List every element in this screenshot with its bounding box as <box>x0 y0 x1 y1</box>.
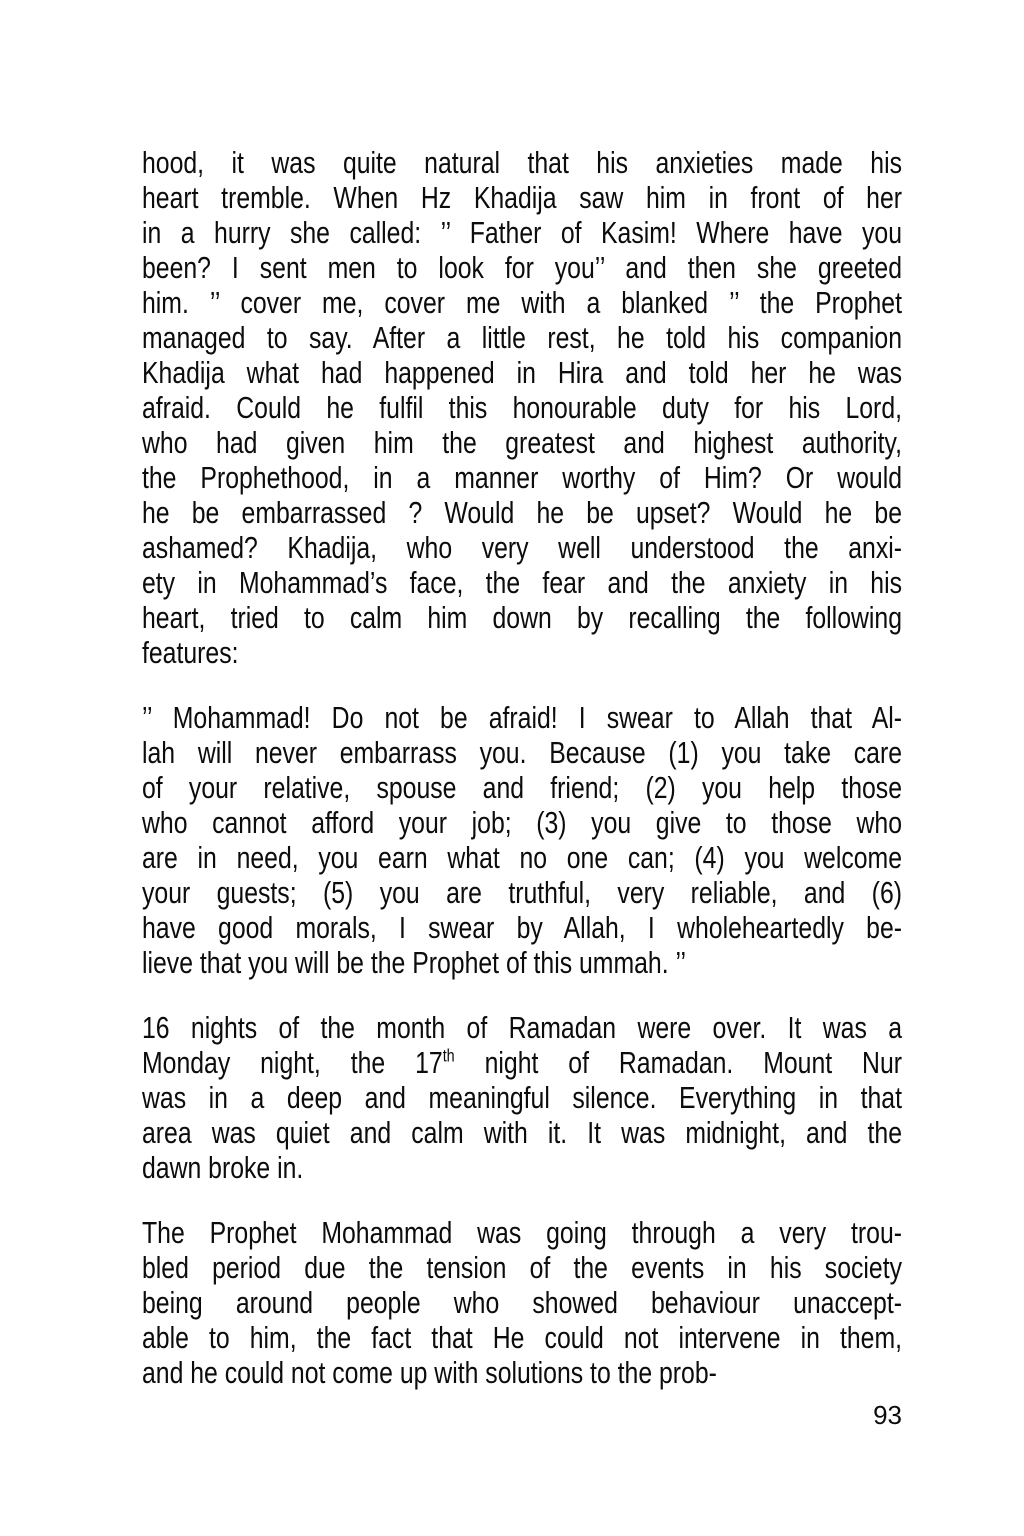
text-line: your guests; (5) you are truthful, very reliable, and (6) <box>142 875 902 910</box>
text-line: features: <box>142 635 239 670</box>
text-line: lieve that you will be the Prophet of this ummah. ’’ <box>142 945 687 980</box>
text-line: ’’ Mohammad! Do not be afraid! I swear to Allah that Al- <box>142 700 902 735</box>
text-line: who cannot afford your job; (3) you give to those who <box>142 805 902 840</box>
text-line: heart, tried to calm him down by recalling the following <box>142 600 902 635</box>
text-line: Khadija what had happened in Hira and told her he was <box>142 355 902 390</box>
paragraph <box>142 1215 902 1390</box>
text-line: have good morals, I swear by Allah, I wholeheartedly be- <box>142 910 902 945</box>
text-line: are in need, you earn what no one can; (4) you welcome <box>142 840 902 875</box>
text-line: area was quiet and calm with it. It was midnight, and the <box>142 1115 902 1150</box>
paragraph <box>142 1010 902 1185</box>
text-segment: Monday night, the 17 <box>142 1045 443 1080</box>
text-line: heart tremble. When Hz Khadija saw him in front of her <box>142 180 902 215</box>
text-line: was in a deep and meaningful silence. Everything in that <box>142 1080 902 1115</box>
text-line: the Prophethood, in a manner worthy of Him? Or would <box>142 460 902 495</box>
text-line: The Prophet Mohammad was going through a very trou- <box>142 1215 902 1250</box>
text-block <box>142 145 902 1420</box>
page-number: 93 <box>873 1400 902 1430</box>
text-line: afraid. Could he fulfil this honourable duty for his Lord, <box>142 390 902 425</box>
text-line <box>142 1045 902 1080</box>
text-line: managed to say. After a little rest, he told his companion <box>142 320 902 355</box>
text-line: who had given him the greatest and highest authority, <box>142 425 902 460</box>
text-line: of your relative, spouse and friend; (2) you help those <box>142 770 902 805</box>
text-line: ety in Mohammad’s face, the fear and the anxiety in his <box>142 565 902 600</box>
text-line: being around people who showed behaviour unaccept- <box>142 1285 902 1320</box>
text-line: him. ’’ cover me, cover me with a blanked ’’ the Prophet <box>142 285 902 320</box>
paragraph <box>142 145 902 670</box>
text-line: able to him, the fact that He could not intervene in them, <box>142 1320 902 1355</box>
text-line: he be embarrassed ? Would he be upset? Would he be <box>142 495 902 530</box>
text-line: 16 nights of the month of Ramadan were over. It was a <box>142 1010 902 1045</box>
text-line: been? I sent men to look for you’’ and then she greeted <box>142 250 902 285</box>
text-line: lah will never embarrass you. Because (1) you take care <box>142 735 902 770</box>
superscript-ordinal: th <box>442 1045 455 1066</box>
text-line: hood, it was quite natural that his anxieties made his <box>142 145 902 180</box>
text-line: ashamed? Khadija, who very well understood the anxi- <box>142 530 902 565</box>
text-segment: night of Ramadan. Mount Nur <box>454 1045 902 1080</box>
text-line: dawn broke in. <box>142 1150 304 1185</box>
text-line: bled period due the tension of the events in his society <box>142 1250 902 1285</box>
paragraph <box>142 700 902 980</box>
text-line: and he could not come up with solutions to the prob- <box>142 1355 717 1390</box>
text-line: in a hurry she called: ’’ Father of Kasim! Where have you <box>142 215 902 250</box>
